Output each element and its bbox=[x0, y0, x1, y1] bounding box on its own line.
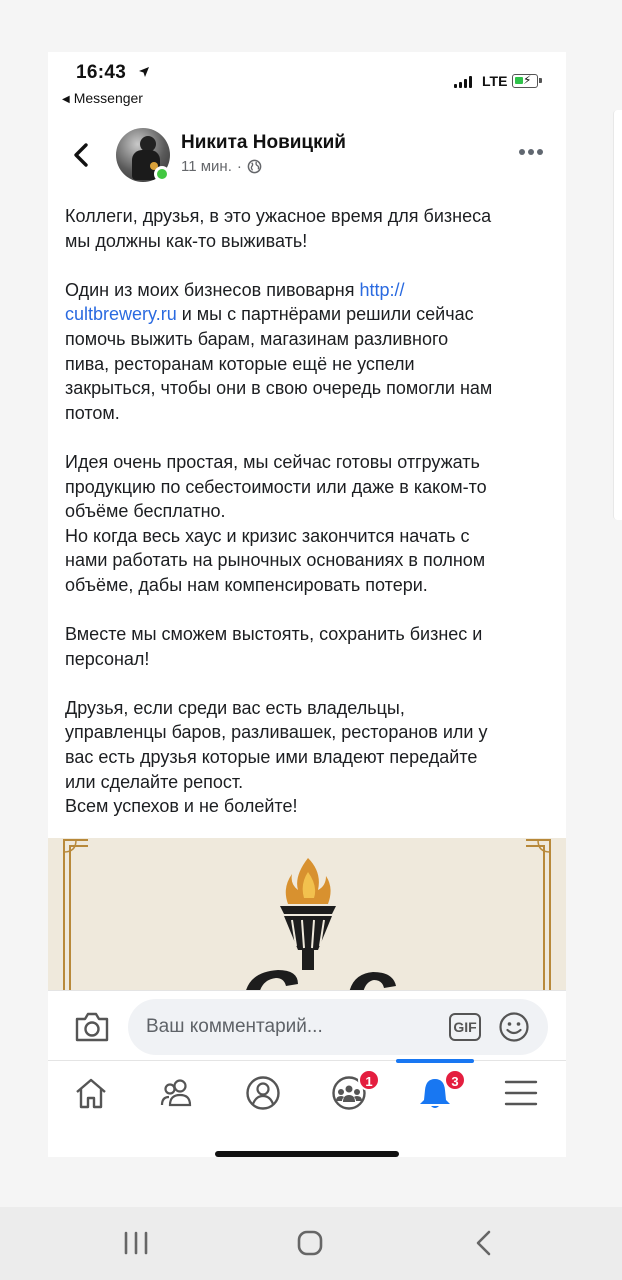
post-line: потом. bbox=[65, 402, 120, 423]
friends-icon bbox=[158, 1075, 196, 1111]
home-indicator[interactable] bbox=[215, 1151, 399, 1157]
post-line: Один из моих бизнесов пивоварня bbox=[65, 279, 360, 300]
post-line: закрыться, чтобы они в свою очередь помогли нам bbox=[65, 378, 493, 399]
post-line: управленцы баров, разливашек, ресторанов или у bbox=[65, 722, 488, 743]
app-screen bbox=[48, 52, 566, 1157]
back-triangle-icon: ◀ bbox=[62, 94, 70, 105]
post-line: Всем успехов и не болейте! bbox=[65, 796, 298, 817]
post-link[interactable]: http:// bbox=[359, 279, 405, 300]
post-time[interactable]: 11 мин. bbox=[181, 158, 232, 175]
post-link-cont[interactable]: cultbrewery.ru bbox=[65, 304, 177, 325]
profile-icon bbox=[244, 1075, 282, 1111]
recent-apps-icon[interactable] bbox=[116, 1225, 156, 1261]
post-paragraph bbox=[65, 204, 555, 253]
comment-placeholder: Ваш комментарий... bbox=[146, 1016, 323, 1037]
home-button-icon[interactable] bbox=[290, 1225, 330, 1261]
post-line: нами работать на рыночных основаниях в полном bbox=[65, 550, 486, 571]
back-to-app-link[interactable] bbox=[62, 90, 143, 106]
post-paragraph bbox=[65, 696, 555, 819]
post-line: вас есть друзья которые ими владеют передайте bbox=[65, 747, 478, 768]
groups-badge: 1 bbox=[358, 1069, 380, 1091]
comment-bar bbox=[48, 990, 566, 1060]
signal-icon bbox=[454, 75, 472, 88]
post-line: объёме бесплатно. bbox=[65, 501, 226, 522]
post-line: Вместе мы сможем выстоять, сохранить бизнес и bbox=[65, 624, 483, 645]
torch-logo bbox=[198, 854, 418, 990]
tab-groups[interactable] bbox=[306, 1061, 392, 1141]
emoji-icon[interactable] bbox=[498, 1011, 530, 1043]
post-line: Идея очень простая, мы сейчас готовы отгружать bbox=[65, 451, 480, 472]
post-line: или сделайте репост. bbox=[65, 771, 244, 792]
post-line: Коллеги, друзья, в это ужасное время для бизнеса bbox=[65, 206, 492, 226]
post-line: объёме, дабы нам компенсировать потери. bbox=[65, 574, 428, 595]
tab-menu[interactable] bbox=[478, 1061, 564, 1141]
battery-icon: ⚡ bbox=[512, 74, 538, 88]
post-paragraph bbox=[65, 622, 555, 671]
online-status-dot bbox=[154, 166, 170, 182]
meta-separator: · bbox=[236, 158, 242, 175]
home-icon bbox=[72, 1075, 110, 1111]
post-line: пива, ресторанам которые ещё не успели bbox=[65, 353, 415, 374]
menu-icon bbox=[502, 1075, 540, 1111]
back-chevron-icon[interactable] bbox=[70, 142, 92, 168]
post-paragraph bbox=[65, 278, 555, 426]
post-paragraph bbox=[65, 450, 555, 598]
system-nav-bar bbox=[0, 1207, 622, 1280]
back-app-label: Messenger bbox=[73, 90, 143, 106]
tab-notifications[interactable] bbox=[392, 1061, 478, 1141]
author-name[interactable]: Никита Новицкий bbox=[181, 132, 346, 153]
post-line: Друзья, если среди вас есть владельцы, bbox=[65, 697, 405, 718]
gif-button[interactable]: GIF bbox=[449, 1013, 481, 1041]
post-text bbox=[65, 204, 555, 843]
side-edge bbox=[613, 110, 622, 520]
more-options-icon[interactable] bbox=[518, 148, 544, 156]
frame-ornament-left bbox=[62, 838, 90, 990]
status-time: 16:43 bbox=[76, 62, 127, 83]
camera-icon[interactable] bbox=[74, 1011, 110, 1043]
post-meta bbox=[181, 158, 262, 175]
network-type: LTE bbox=[482, 73, 508, 89]
location-arrow-icon bbox=[138, 66, 150, 78]
comment-input[interactable] bbox=[128, 999, 548, 1055]
post-line: помочь выжить барам, магазинам разливного bbox=[65, 328, 449, 349]
post-line: персонал! bbox=[65, 648, 150, 669]
tab-profile[interactable] bbox=[220, 1061, 306, 1141]
post-line: и мы с партнёрами решили сейчас bbox=[176, 304, 474, 325]
tab-home[interactable] bbox=[48, 1061, 134, 1141]
notifications-badge: 3 bbox=[444, 1069, 466, 1091]
post-line: Но когда весь хаус и кризис закончится начать с bbox=[65, 525, 470, 546]
post-line: мы должны как-то выживать! bbox=[65, 230, 308, 251]
globe-icon bbox=[247, 159, 262, 174]
back-button-icon[interactable] bbox=[464, 1225, 504, 1261]
tab-friends[interactable] bbox=[134, 1061, 220, 1141]
post-image[interactable] bbox=[48, 838, 566, 990]
frame-ornament-right bbox=[524, 838, 552, 990]
bottom-tab-bar bbox=[48, 1060, 566, 1140]
post-line: продукцию по себестоимости или даже в каком-то bbox=[65, 476, 487, 497]
